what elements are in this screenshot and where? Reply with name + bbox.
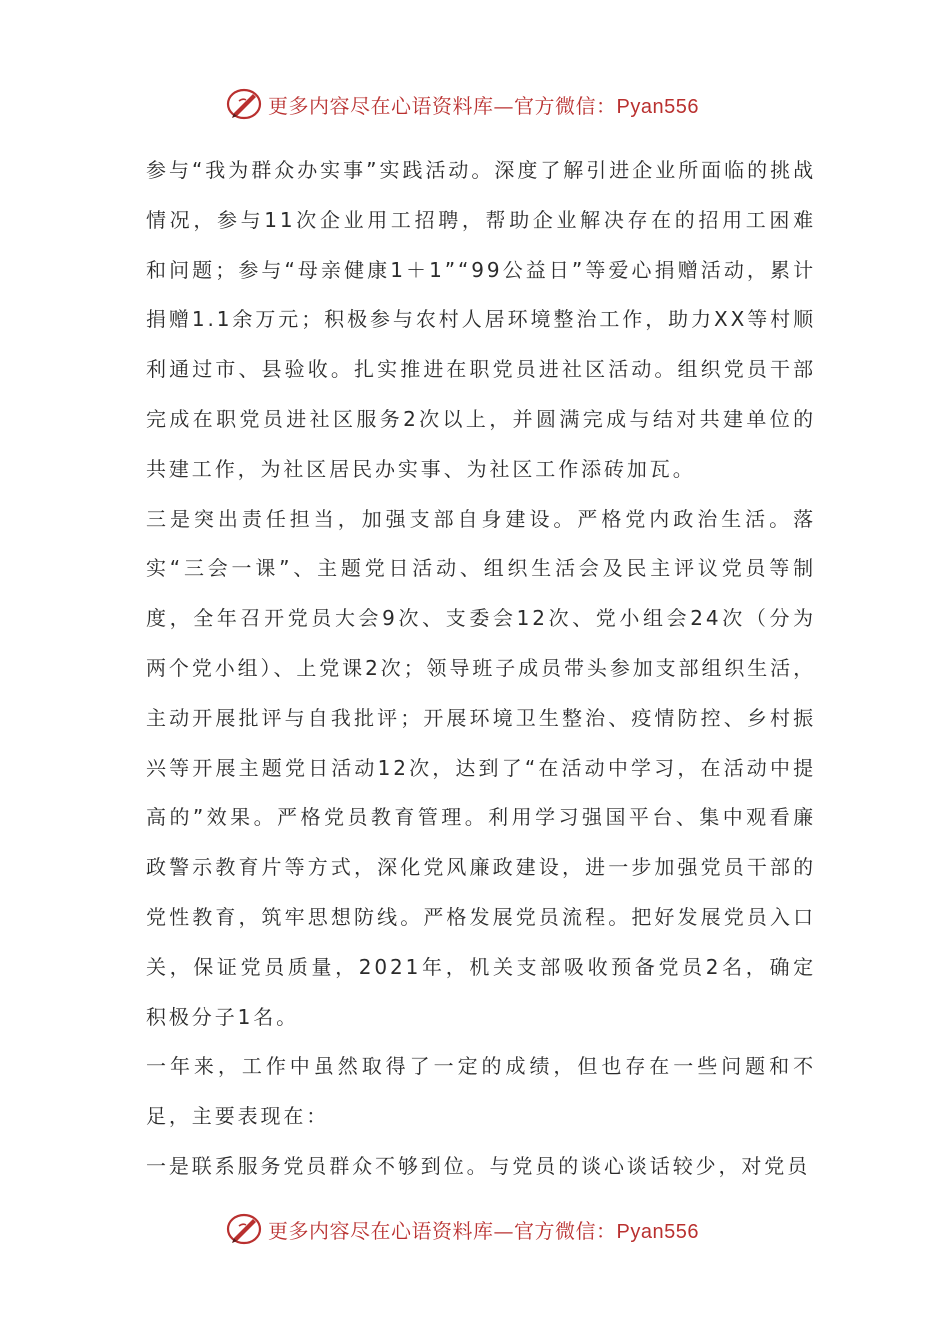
pen-logo-icon xyxy=(226,1211,262,1247)
pen-logo-icon xyxy=(226,86,262,122)
paragraph: 参与“我为群众办实事”实践活动。深度了解引进企业所面临的挑战情况，参与11次企业用工招聘，帮助企业解决存在的招用工困难和问题；参与“母亲健康1＋1”“99公益日”等爱心捐赠活动，累计捐赠1.1余万元；积极参与农村人居环境整治工作，助力XX等村顺利通过市、县验收。扎实推进在职党员进社区活动。组织党员干部完成在职党员进社区服务2次以上，并圆满完成与结对共建单位的共建工作，为社区居民办实事、为社区工作添砖加瓦。 xyxy=(146,158,816,481)
paragraph: 一是联系服务党员群众不够到位。与党员的谈心谈话较少，对党员 xyxy=(146,1153,811,1178)
watermark-header xyxy=(226,84,699,124)
paragraph: 三是突出责任担当，加强支部自身建设。严格党内政治生活。落实“三会一课”、主题党日活动、组织生活会及民主评议党员等制度，全年召开党员大会9次、支委会12次、党小组会24次（分为两个党小组）、上党课2次；领导班子成员带头参加支部组织生活，主动开展批评与自我批评；开展环境卫生整治、疫情防控、乡村振兴等开展主题党日活动12次，达到了“在活动中学习，在活动中提高的”效果。严格党员教育管理。利用学习强国平台、集中观看廉政警示教育片等方式，深化党风廉政建设，进一步加强党员干部的党性教育，筑牢思想防线。严格发展党员流程。把好发展党员入口关，保证党员质量，2021年，机关支部吸收预备党员2名，确定积极分子1名。 xyxy=(146,506,816,1029)
paragraph: 一年来，工作中虽然取得了一定的成绩，但也存在一些问题和不足，主要表现在： xyxy=(146,1054,816,1129)
watermark-text: 更多内容尽在心语资料库—官方微信：Pyan556 xyxy=(268,1218,699,1243)
watermark-text: 更多内容尽在心语资料库—官方微信：Pyan556 xyxy=(268,93,699,118)
document-body xyxy=(146,146,816,1192)
watermark-footer xyxy=(226,1209,699,1249)
